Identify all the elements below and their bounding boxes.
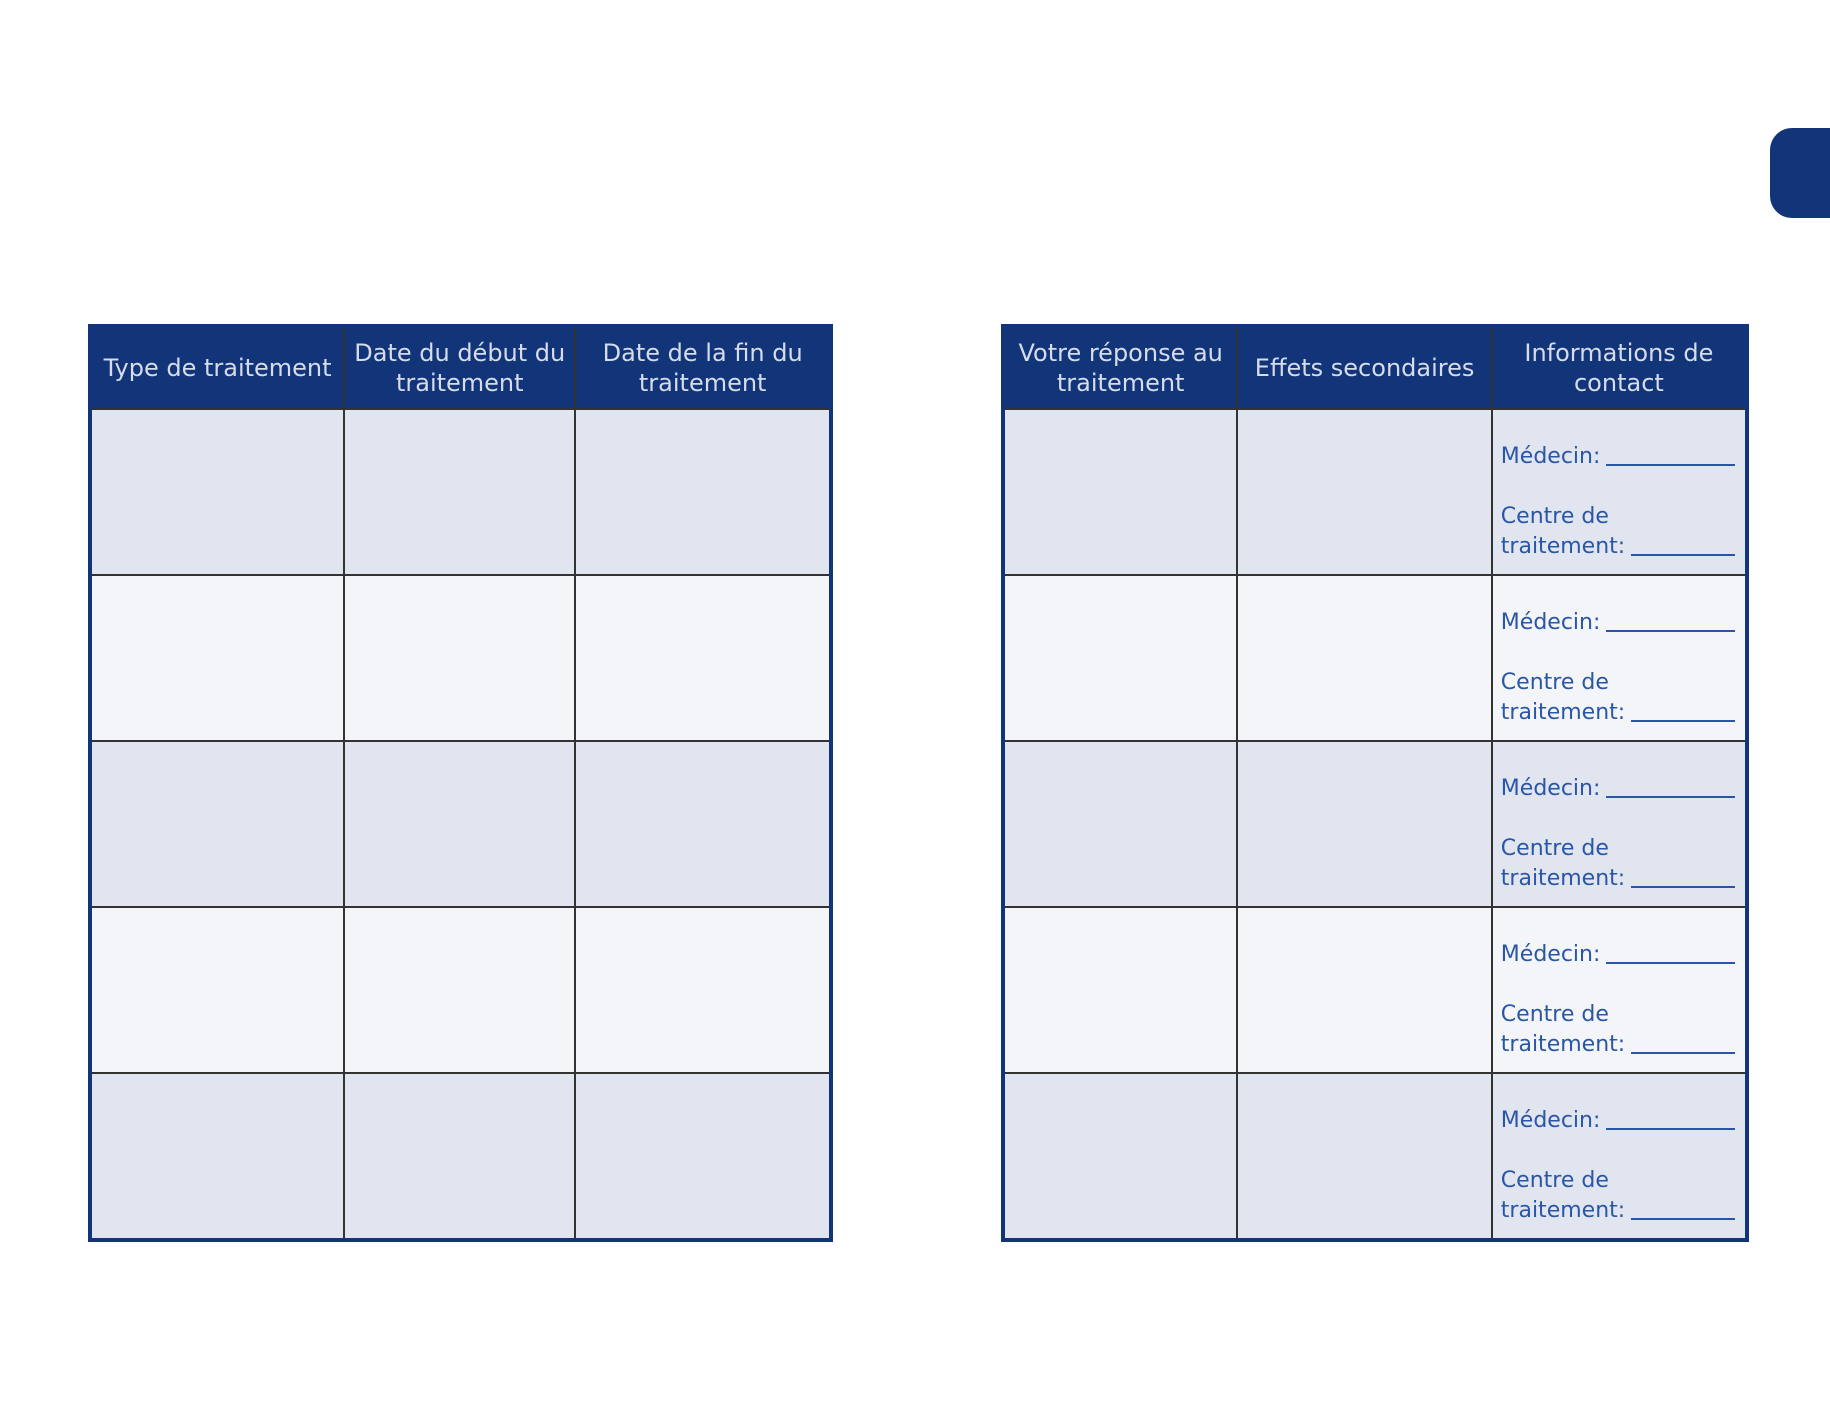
contact-block	[1501, 940, 1735, 1060]
doctor-label: Médecin:	[1500, 942, 1601, 967]
table-row	[1003, 575, 1747, 741]
doctor-label: Médecin:	[1500, 610, 1601, 635]
end-date-cell[interactable]	[575, 741, 831, 907]
side-effects-cell[interactable]	[1237, 409, 1491, 575]
table-row	[90, 741, 831, 907]
doctor-label: Médecin:	[1500, 1108, 1601, 1133]
center-label-part2: traitement:	[1500, 534, 1626, 559]
doctor-blank[interactable]	[1606, 1128, 1735, 1130]
end-date-cell[interactable]	[575, 575, 831, 741]
contact-info-cell	[1492, 907, 1747, 1073]
center-line	[1501, 864, 1735, 894]
contact-info-cell	[1492, 409, 1747, 575]
center-label-part2: traitement:	[1500, 866, 1626, 891]
doctor-blank[interactable]	[1606, 630, 1735, 632]
center-blank[interactable]	[1631, 1052, 1735, 1054]
contact-block	[1501, 774, 1735, 894]
treatment-type-cell[interactable]	[90, 409, 344, 575]
doctor-line	[1501, 1106, 1735, 1136]
doctor-line	[1501, 774, 1735, 804]
side-tab-marker	[1770, 128, 1830, 218]
end-date-cell[interactable]	[575, 907, 831, 1073]
contact-info-cell	[1492, 1073, 1747, 1240]
response-cell[interactable]	[1003, 741, 1237, 907]
header-end-date: Date de la fin du traitement	[575, 326, 831, 409]
table-row	[1003, 1073, 1747, 1240]
table-row	[1003, 741, 1747, 907]
side-effects-cell[interactable]	[1237, 741, 1491, 907]
center-blank[interactable]	[1631, 1218, 1735, 1220]
treatment-type-cell[interactable]	[90, 1073, 344, 1240]
contact-block	[1501, 442, 1735, 562]
doctor-label: Médecin:	[1500, 444, 1601, 469]
center-blank[interactable]	[1631, 554, 1735, 556]
center-label-line	[1501, 668, 1735, 698]
contact-block	[1501, 1106, 1735, 1226]
side-effects-cell[interactable]	[1237, 575, 1491, 741]
start-date-cell[interactable]	[344, 575, 575, 741]
end-date-cell[interactable]	[575, 409, 831, 575]
center-label-part2: traitement:	[1500, 1032, 1626, 1057]
start-date-cell[interactable]	[344, 409, 575, 575]
header-treatment-type: Type de traitement	[90, 326, 344, 409]
header-row	[90, 326, 831, 409]
side-effects-cell[interactable]	[1237, 907, 1491, 1073]
center-line	[1501, 532, 1735, 562]
center-label-part2: traitement:	[1500, 1198, 1626, 1223]
start-date-cell[interactable]	[344, 741, 575, 907]
response-cell[interactable]	[1003, 575, 1237, 741]
doctor-blank[interactable]	[1606, 962, 1735, 964]
treatment-type-cell[interactable]	[90, 575, 344, 741]
center-label-part1: Centre de	[1500, 670, 1609, 695]
response-cell[interactable]	[1003, 1073, 1237, 1240]
header-response: Votre réponse au traitement	[1003, 326, 1237, 409]
doctor-blank[interactable]	[1606, 464, 1735, 466]
doctor-line	[1501, 442, 1735, 472]
contact-info-cell	[1492, 741, 1747, 907]
doctor-line	[1501, 608, 1735, 638]
table-row	[90, 907, 831, 1073]
treatment-type-cell[interactable]	[90, 907, 344, 1073]
doctor-blank[interactable]	[1606, 796, 1735, 798]
response-cell[interactable]	[1003, 409, 1237, 575]
end-date-cell[interactable]	[575, 1073, 831, 1240]
header-side-effects: Effets secondaires	[1237, 326, 1491, 409]
header-row	[1003, 326, 1747, 409]
center-label-part1: Centre de	[1500, 504, 1609, 529]
center-line	[1501, 698, 1735, 728]
treatment-type-cell[interactable]	[90, 741, 344, 907]
treatment-response-table	[1001, 324, 1749, 1242]
contact-info-cell	[1492, 575, 1747, 741]
header-contact-info: Informations de contact	[1492, 326, 1747, 409]
response-cell[interactable]	[1003, 907, 1237, 1073]
center-label-line	[1501, 834, 1735, 864]
doctor-label: Médecin:	[1500, 776, 1601, 801]
start-date-cell[interactable]	[344, 907, 575, 1073]
side-effects-cell[interactable]	[1237, 1073, 1491, 1240]
center-label-line	[1501, 1166, 1735, 1196]
center-label-line	[1501, 1000, 1735, 1030]
contact-block	[1501, 608, 1735, 728]
table-row	[90, 575, 831, 741]
table-row	[1003, 907, 1747, 1073]
doctor-line	[1501, 940, 1735, 970]
start-date-cell[interactable]	[344, 1073, 575, 1240]
table-row	[1003, 409, 1747, 575]
table-row	[90, 409, 831, 575]
center-blank[interactable]	[1631, 886, 1735, 888]
center-label-line	[1501, 502, 1735, 532]
header-start-date: Date du début du traitement	[344, 326, 575, 409]
center-blank[interactable]	[1631, 720, 1735, 722]
center-label-part1: Centre de	[1500, 836, 1609, 861]
table-row	[90, 1073, 831, 1240]
center-line	[1501, 1196, 1735, 1226]
center-line	[1501, 1030, 1735, 1060]
treatment-dates-table	[88, 324, 833, 1242]
center-label-part1: Centre de	[1500, 1168, 1609, 1193]
center-label-part2: traitement:	[1500, 700, 1626, 725]
center-label-part1: Centre de	[1500, 1002, 1609, 1027]
